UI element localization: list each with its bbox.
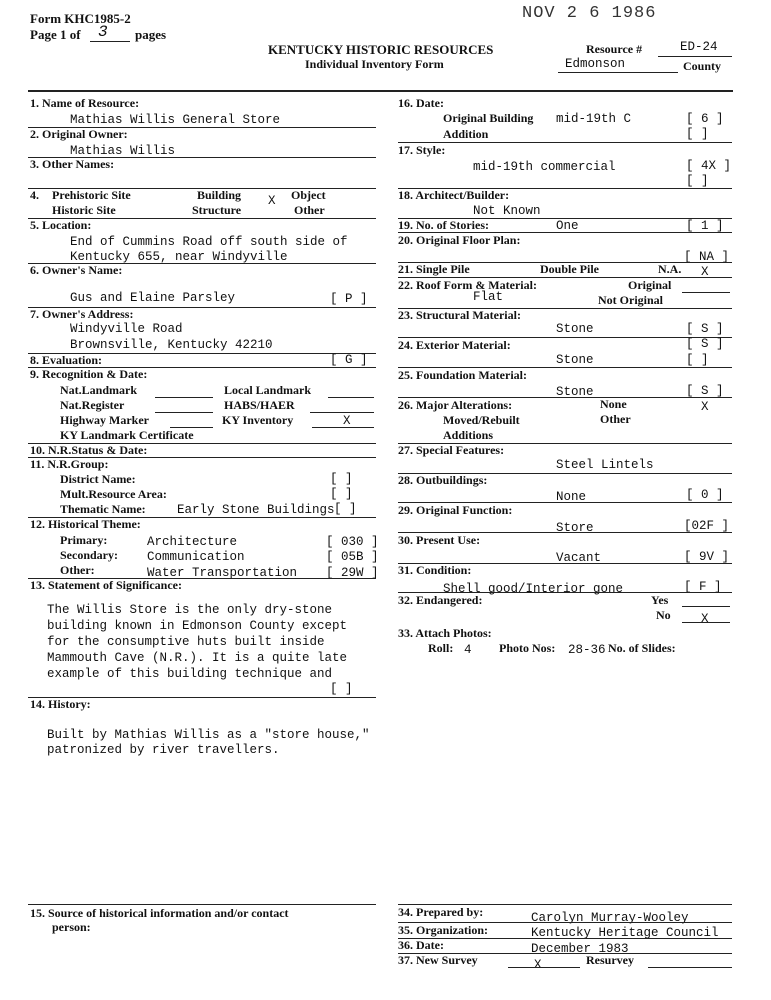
f29-label: 29. Original Function: (398, 503, 513, 517)
f19-code: [ 1 ] (686, 219, 724, 233)
rule (398, 938, 732, 939)
f27-value: Steel Lintels (556, 458, 654, 472)
form-id: Form KHC1985-2 (30, 11, 131, 26)
f4-other: Other (294, 203, 325, 217)
f9-ky-inventory: KY Inventory (222, 413, 294, 427)
f4-structure: Structure (192, 203, 242, 217)
rule (328, 397, 374, 398)
county-name: Edmonson (565, 57, 626, 71)
f18-value: Not Known (473, 204, 541, 218)
f24-code: [ S ] (686, 337, 724, 351)
f22-original: Original (628, 278, 672, 292)
f12-primary-code: [ 030 ] (326, 535, 379, 549)
f33-roll-value: 4 (464, 643, 472, 657)
rule (310, 412, 374, 413)
f16-addition-code: [ ] (686, 127, 709, 141)
f36-value: December 1983 (531, 942, 629, 956)
f11-district: District Name: (60, 472, 136, 486)
f13-line: building known in Edmonson County except (47, 619, 348, 633)
f9-label: 9. Recognition & Date: (30, 367, 148, 381)
f6-value: Gus and Elaine Parsley (70, 291, 236, 305)
f4-prehistoric: Prehistoric Site (52, 188, 131, 202)
f16-original-code: [ 6 ] (686, 112, 724, 126)
f16-label: 16. Date: (398, 96, 444, 110)
f35-value: Kentucky Heritage Council (531, 926, 719, 940)
f9-nat-register: Nat.Register (60, 398, 125, 412)
form-title: KENTUCKY HISTORIC RESOURCES (268, 42, 494, 57)
f20-label: 20. Original Floor Plan: (398, 233, 521, 247)
f3-label: 3. Other Names: (30, 157, 115, 171)
f13-label: 13. Statement of Significance: (30, 578, 182, 592)
f35-label: 35. Organization: (398, 923, 488, 937)
f11-thematic-value: Early Stone Buildings (177, 503, 335, 517)
f17-code-2: [ ] (686, 174, 709, 188)
f17-code: [ 4X ] (686, 159, 732, 173)
f26-mark: X (701, 400, 709, 414)
f36-label: 36. Date: (398, 938, 444, 952)
rule (682, 622, 730, 623)
page-suffix: pages (135, 27, 167, 42)
f15-label-2: person: (52, 920, 91, 934)
resource-number: ED-24 (680, 40, 718, 54)
f25-label: 25. Foundation Material: (398, 368, 527, 382)
f32-no: No (656, 608, 671, 622)
f33-photo-nos: Photo Nos: (499, 641, 556, 655)
f22-label: 22. Roof Form & Material: (398, 278, 537, 292)
f11-district-code: [ ] (330, 472, 353, 486)
f33-photo-value: 28-36 (568, 643, 606, 657)
f9-ky-landmark: KY Landmark Certificate (60, 428, 194, 442)
f37-resurvey: Resurvey (586, 953, 634, 967)
f5-line1: End of Cummins Road off south side of (70, 235, 348, 249)
f10-label: 10. N.R.Status & Date: (30, 443, 148, 457)
f37-mark: X (534, 958, 542, 972)
f23-code: [ S ] (686, 322, 724, 336)
f25-code: [ S ] (686, 384, 724, 398)
f13-line: for the consumptive huts built inside (47, 635, 325, 649)
f26-additions: Additions (443, 428, 494, 442)
f33-label: 33. Attach Photos: (398, 626, 492, 640)
f26-label: 26. Major Alterations: (398, 398, 513, 412)
f6-label: 6. Owner's Name: (30, 263, 123, 277)
f13-line: Mammouth Cave (N.R.). It is a quite late (47, 651, 348, 665)
f4-object: Object (291, 188, 326, 202)
f9-highway: Highway Marker (60, 413, 149, 427)
f28-label: 28. Outbuildings: (398, 473, 488, 487)
f18-label: 18. Architect/Builder: (398, 188, 510, 202)
f12-secondary: Secondary: (60, 548, 118, 562)
rule (682, 292, 730, 293)
f25-value: Stone (556, 385, 594, 399)
f9-habs: HABS/HAER (224, 398, 295, 412)
f26-moved: Moved/Rebuilt (443, 413, 520, 427)
f32-mark: X (701, 612, 709, 626)
f7-line1: Windyville Road (70, 322, 183, 336)
f32-yes: Yes (651, 593, 669, 607)
f9-nat-landmark: Nat.Landmark (60, 383, 138, 397)
f11-mult: Mult.Resource Area: (60, 487, 167, 501)
rule (508, 967, 580, 968)
rule (312, 427, 374, 428)
f7-label: 7. Owner's Address: (30, 307, 134, 321)
f8-label: 8. Evaluation: (30, 353, 103, 367)
rule (398, 142, 732, 143)
f8-code: [ G ] (330, 353, 368, 367)
f12-label: 12. Historical Theme: (30, 517, 141, 531)
f21-label: 21. Single Pile (398, 262, 470, 276)
page-total: 3 (98, 23, 108, 41)
f26-none: None (600, 397, 627, 411)
f37-label: 37. New Survey (398, 953, 478, 967)
f24-value: Stone (556, 353, 594, 367)
f16-addition: Addition (443, 127, 489, 141)
f5-label: 5. Location: (30, 218, 92, 232)
f33-roll: Roll: (428, 641, 454, 655)
f13-line: example of this building technique and (47, 667, 333, 681)
f11-label: 11. N.R.Group: (30, 457, 109, 471)
f19-label: 19. No. of Stories: (398, 218, 489, 232)
rule (682, 606, 730, 607)
f21-mark: X (701, 265, 709, 279)
page-total-line (90, 41, 130, 42)
f21-na: N.A. (658, 262, 682, 276)
f31-value: Shell good/Interior gone (443, 582, 624, 596)
f16-original-value: mid-19th C (556, 112, 632, 126)
f4-mark: X (268, 194, 276, 208)
f28-code: [ 0 ] (686, 488, 724, 502)
rule (155, 412, 213, 413)
f12-secondary-code: [ 05B ] (326, 550, 379, 564)
f31-code: [ F ] (684, 580, 722, 594)
f14-label: 14. History: (30, 697, 91, 711)
f22-not-original: Not Original (598, 293, 663, 307)
f9-local-landmark: Local Landmark (224, 383, 312, 397)
page-prefix: Page 1 of (30, 27, 81, 42)
f22-value: Flat (473, 290, 504, 304)
f5-line2: Kentucky 655, near Windyville (70, 250, 288, 264)
f34-label: 34. Prepared by: (398, 905, 484, 919)
resource-label: Resource # (586, 42, 643, 56)
f12-primary-value: Architecture (147, 535, 238, 549)
f29-code: [02F ] (684, 519, 730, 533)
f7-line2: Brownsville, Kentucky 42210 (70, 338, 273, 352)
f4-label: 4. (30, 188, 39, 202)
f12-secondary-value: Communication (147, 550, 245, 564)
f19-value: One (556, 219, 579, 233)
f31-label: 31. Condition: (398, 563, 472, 577)
f29-value: Store (556, 521, 594, 535)
f12-other: Other: (60, 563, 95, 577)
f13-line: The Willis Store is the only dry-stone (47, 603, 333, 617)
f6-code: [ P ] (330, 292, 368, 306)
f27-label: 27. Special Features: (398, 443, 505, 457)
f12-other-value: Water Transportation (147, 566, 298, 580)
f13-code: [ ] (330, 682, 353, 696)
f11-thematic-code: [ ] (334, 502, 357, 516)
f14-line: patronized by river travellers. (47, 743, 280, 757)
f21-double-pile: Double Pile (540, 262, 599, 276)
f30-code: [ 9V ] (684, 550, 730, 564)
form-subtitle: Individual Inventory Form (305, 57, 444, 71)
f32-label: 32. Endangered: (398, 593, 483, 607)
f23-value: Stone (556, 322, 594, 336)
resource-line (658, 56, 732, 57)
rule (155, 397, 213, 398)
f2-label: 2. Original Owner: (30, 127, 128, 141)
f33-slides: No. of Slides: (608, 641, 676, 655)
county-line (558, 72, 678, 73)
county-label: County (683, 59, 722, 73)
rule (648, 967, 732, 968)
f11-thematic: Thematic Name: (60, 502, 146, 516)
f26-other: Other (600, 412, 631, 426)
f15-label: 15. Source of historical information and/or contact (30, 906, 289, 920)
f1-label: 1. Name of Resource: (30, 96, 140, 110)
f24-code-2: [ ] (686, 353, 709, 367)
f14-line: Built by Mathias Willis as a "store house," (47, 728, 370, 742)
f17-label: 17. Style: (398, 143, 446, 157)
rule (28, 904, 376, 905)
f9-ky-mark: X (343, 414, 351, 428)
f30-label: 30. Present Use: (398, 533, 481, 547)
f17-value: mid-19th commercial (473, 160, 616, 174)
f20-code: [ NA ] (684, 250, 730, 264)
f16-original: Original Building (443, 111, 534, 125)
f11-mult-code: [ ] (330, 487, 353, 501)
f24-label: 24. Exterior Material: (398, 338, 511, 352)
f23-label: 23. Structural Material: (398, 308, 521, 322)
f12-primary: Primary: (60, 533, 108, 547)
header-rule (28, 90, 733, 92)
f2-value: Mathias Willis (70, 144, 176, 158)
f4-building: Building (197, 188, 242, 202)
f1-value: Mathias Willis General Store (70, 113, 281, 127)
f12-other-code: [ 29W ] (326, 566, 379, 580)
f34-value: Carolyn Murray-Wooley (531, 911, 689, 925)
received-date-stamp: NOV 2 6 1986 (522, 4, 657, 23)
f28-value: None (556, 490, 587, 504)
f4-historic: Historic Site (52, 203, 116, 217)
f30-value: Vacant (556, 551, 602, 565)
